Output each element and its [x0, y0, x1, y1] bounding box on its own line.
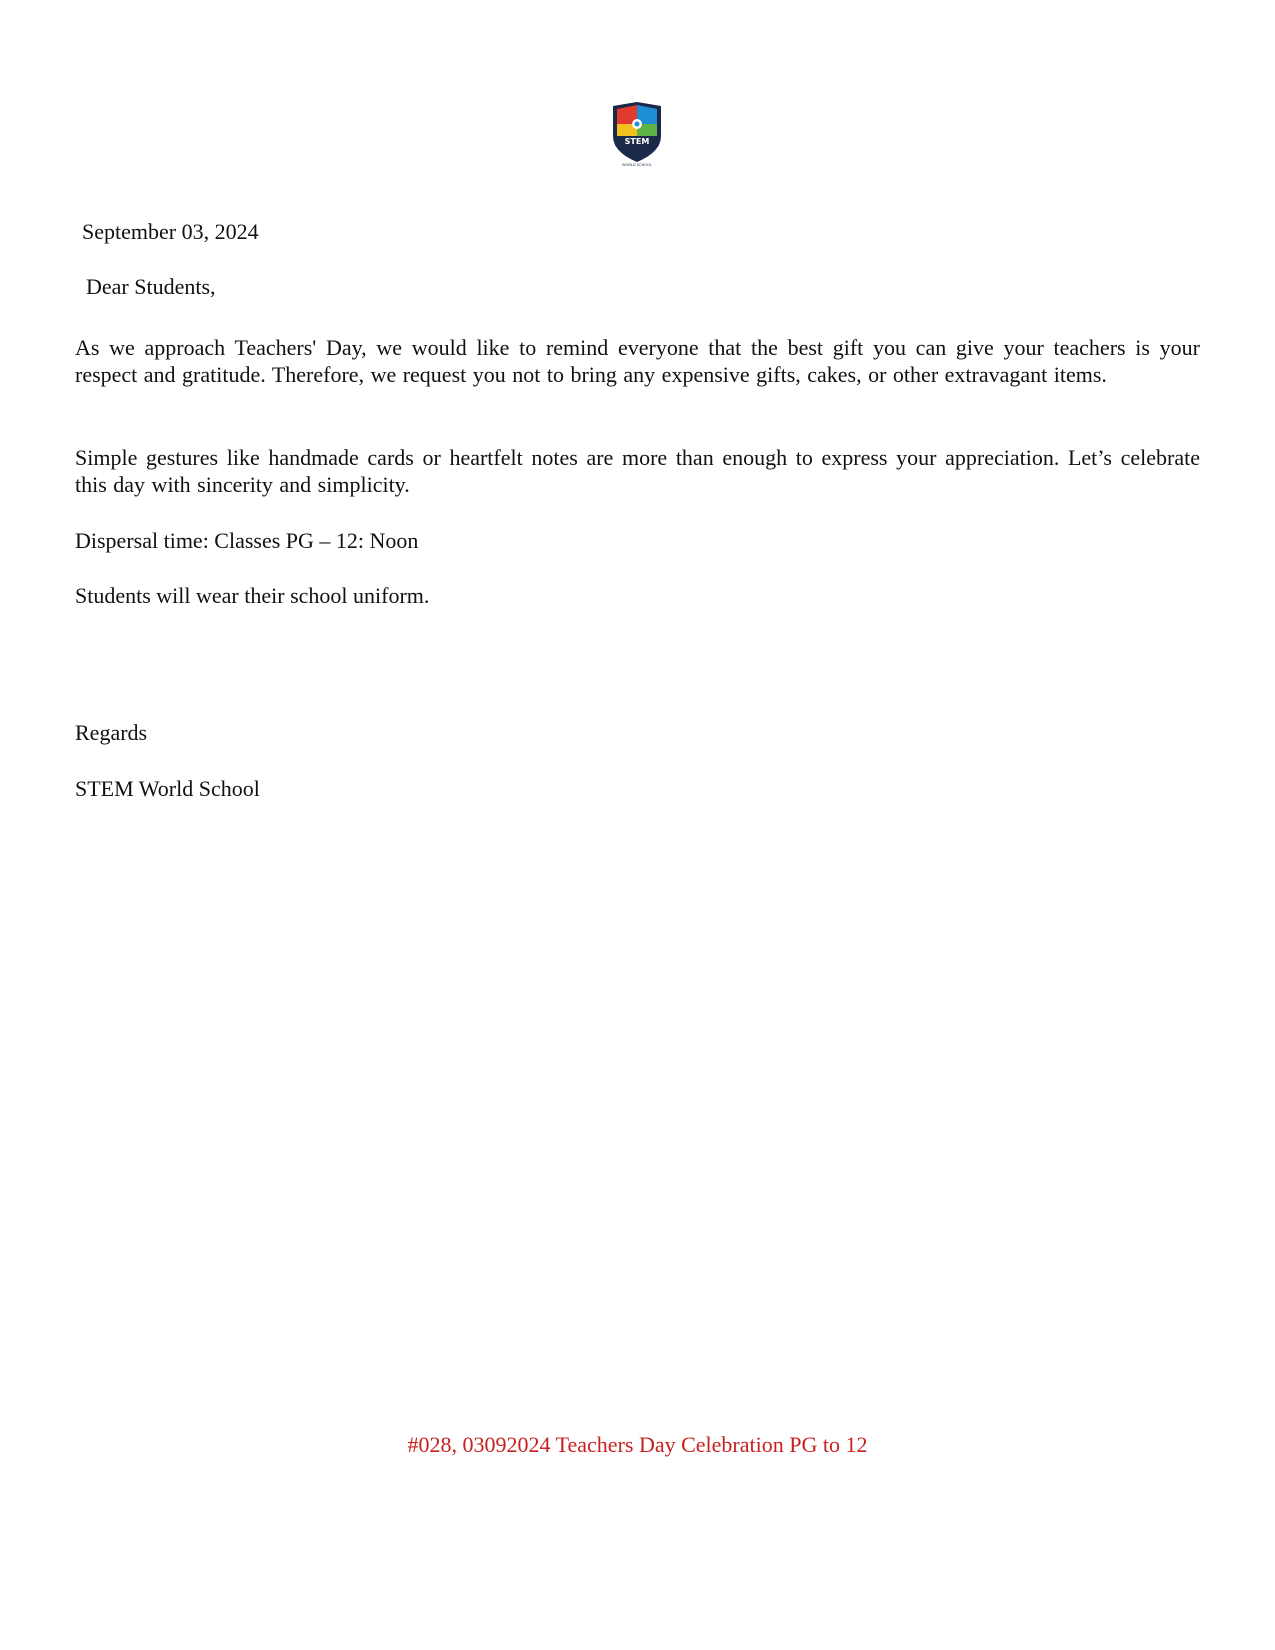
school-logo	[609, 100, 665, 168]
letter-signature: STEM World School	[75, 776, 260, 801]
logo-text: STEM	[624, 137, 650, 146]
letter-date: September 03, 2024	[82, 219, 259, 244]
letter-closing: Regards	[75, 720, 148, 745]
letter-greeting: Dear Students,	[86, 274, 216, 299]
uniform-note: Students will wear their school uniform.	[75, 583, 430, 608]
paragraph-simple-gestures: Simple gestures like handmade cards or heartfelt notes are more than enough to express your appreciation. Let’s celebrate this day with sincerity and simplicity.	[75, 445, 1200, 497]
footer-reference: #028, 03092024 Teachers Day Celebration PG to 12	[407, 1432, 868, 1457]
dispersal-time: Dispersal time: Classes PG – 12: Noon	[75, 528, 419, 553]
paragraph-gift-request: As we approach Teachers' Day, we would like to remind everyone that the best gift you can give your teachers is your respect and gratitude. Therefore, we request you not to bring any expensive gifts, cakes, or other extravagant items.	[75, 335, 1200, 387]
logo-subtext: WORLD SCHOOL	[622, 163, 652, 167]
